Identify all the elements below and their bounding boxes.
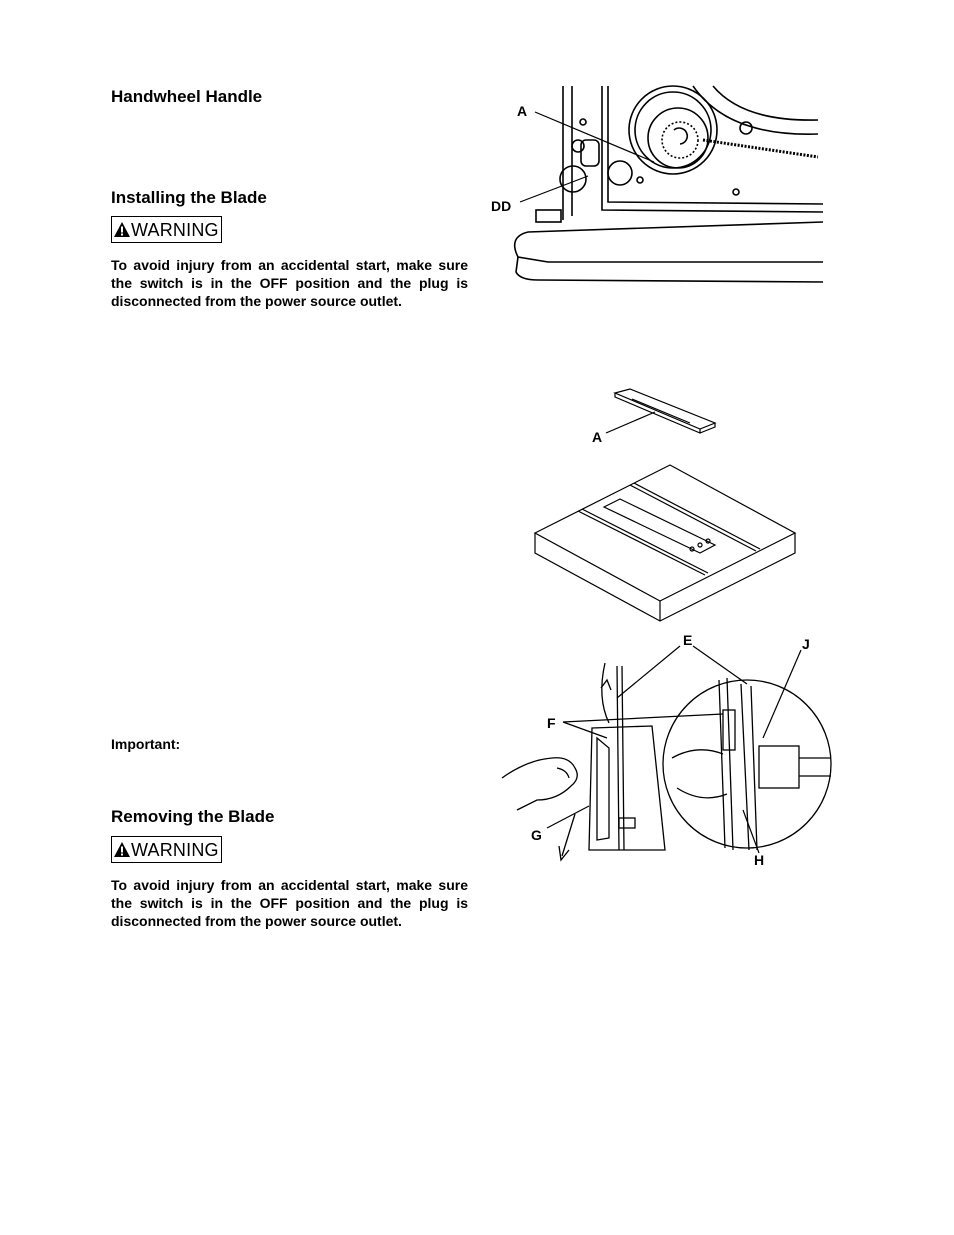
warning-triangle-icon	[114, 222, 130, 237]
blade-figure	[497, 628, 837, 873]
label-j: J	[802, 636, 810, 652]
label-a: A	[592, 429, 603, 445]
label-a: A	[517, 103, 528, 119]
label-f: F	[547, 715, 556, 731]
label-g: G	[531, 827, 542, 843]
section-title-installing-blade: Installing the Blade	[111, 188, 267, 207]
important-label: Important:	[111, 736, 181, 752]
warning-badge	[111, 216, 222, 243]
warning-badge	[111, 836, 222, 863]
section-title-removing-blade: Removing the Blade	[111, 807, 275, 826]
warning-text: To avoid injury from an accidental start, make sure the switch is in the OFF position and the plug is disconnected from the power source outlet.	[111, 257, 468, 309]
label-e: E	[683, 632, 693, 648]
removing-warning	[111, 836, 468, 929]
warning-badge-label: WARNING	[131, 839, 219, 860]
label-h: H	[754, 852, 765, 868]
warning-badge-label: WARNING	[131, 219, 219, 240]
handwheel-figure	[488, 82, 828, 298]
warning-triangle-icon	[114, 842, 130, 857]
installing-warning	[111, 216, 468, 309]
label-dd: DD	[491, 198, 512, 214]
table-figure	[520, 385, 800, 625]
warning-text: To avoid injury from an accidental start, make sure the switch is in the OFF position and the plug is disconnected from the power source outlet.	[111, 877, 468, 929]
section-title-handwheel-handle: Handwheel Handle	[111, 87, 263, 106]
